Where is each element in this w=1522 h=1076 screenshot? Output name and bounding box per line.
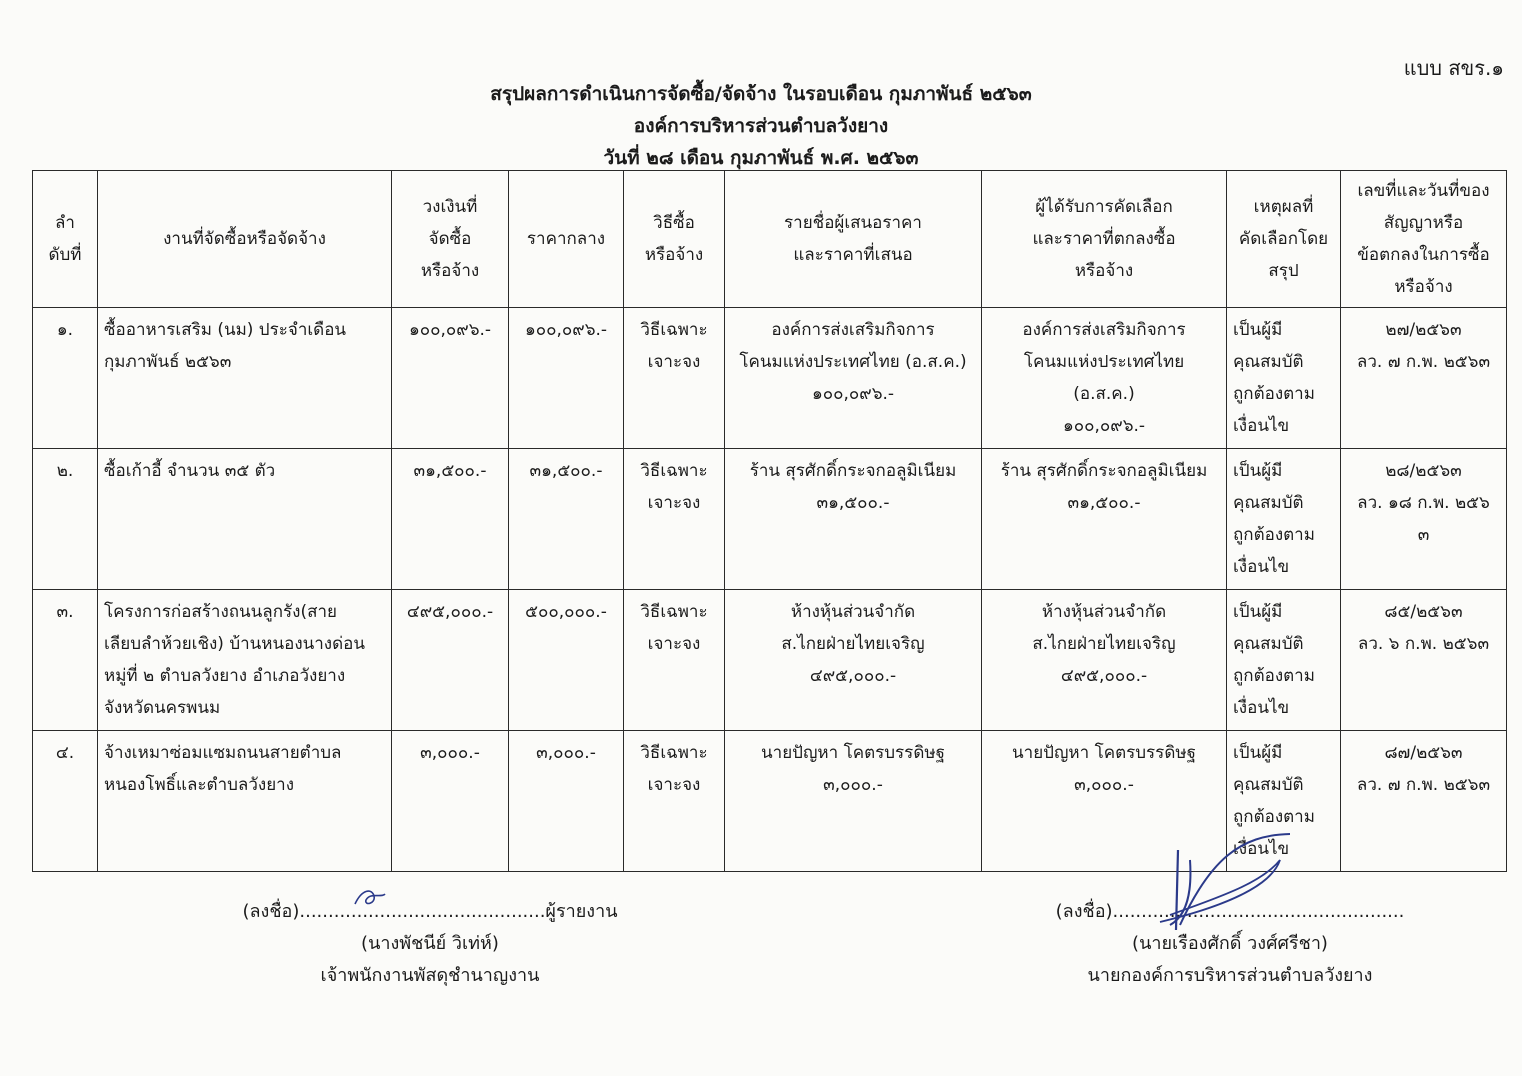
procurement-item-line: ซื้ออาหารเสริม (นม) ประจำเดือน bbox=[104, 320, 347, 340]
reporter-signature-block bbox=[180, 896, 680, 992]
bidder-list-line: ส.ไกยฝ่ายไทยเจริญ bbox=[781, 634, 925, 654]
contract-reference-line: ลว. ๑๘ ก.พ. ๒๕๖ bbox=[1357, 493, 1490, 513]
selection-reason-line: เงื่อนไข bbox=[1233, 557, 1290, 577]
bidder-list bbox=[725, 590, 982, 731]
bidder-list bbox=[725, 731, 982, 872]
table-row bbox=[33, 449, 1507, 590]
column-header-line: เหตุผลที่ bbox=[1253, 197, 1314, 217]
bidder-list-line: นายปัญหา โคตรบรรดิษฐ bbox=[761, 743, 945, 763]
bidder-list bbox=[725, 308, 982, 449]
selection-reason bbox=[1227, 449, 1341, 590]
procurement-item-line: จังหวัดนครพนม bbox=[104, 698, 221, 718]
procurement-table bbox=[32, 170, 1507, 872]
column-header bbox=[392, 171, 509, 308]
column-header-line: และราคาที่เสนอ bbox=[793, 245, 913, 265]
contract-reference-line: ลว. ๗ ก.พ. ๒๕๖๓ bbox=[1356, 775, 1491, 795]
contract-reference-line: ลว. ๖ ก.พ. ๒๕๖๓ bbox=[1357, 634, 1490, 654]
bidder-list bbox=[725, 449, 982, 590]
column-header-line: งานที่จัดซื้อหรือจัดจ้าง bbox=[163, 229, 326, 249]
column-header-line: ราคากลาง bbox=[526, 229, 606, 249]
bidder-list-line: โคนมแห่งประเทศไทย (อ.ส.ค.) bbox=[739, 352, 967, 372]
mayor-name: (นายเรืองศักดิ์ วงศ์ศรีชา) bbox=[1132, 933, 1328, 954]
bidder-list-line: ๑๐๐,๐๙๖.- bbox=[811, 384, 895, 404]
procurement-item bbox=[98, 449, 392, 590]
procurement-item-line: กุมภาพันธ์ ๒๕๖๓ bbox=[104, 352, 232, 372]
column-header-line: คัดเลือกโดย bbox=[1238, 229, 1329, 249]
selection-reason-line: เป็นผู้มี bbox=[1233, 320, 1283, 340]
row-number: ๒. bbox=[33, 449, 98, 590]
bidder-list-line: ร้าน สุรศักดิ์กระจกอลูมิเนียม bbox=[749, 461, 957, 481]
selection-reason bbox=[1227, 590, 1341, 731]
reporter-title: เจ้าพนักงานพัสดุชำนาญงาน bbox=[320, 965, 540, 986]
reporter-name: (นางพัชนีย์ วิเท่ห์) bbox=[361, 933, 499, 954]
column-header bbox=[509, 171, 624, 308]
selected-vendor-line: ๓,๐๐๐.- bbox=[1074, 775, 1134, 795]
procurement-method-line: เจาะจง bbox=[647, 775, 701, 795]
selection-reason-line: คุณสมบัติ bbox=[1233, 775, 1304, 795]
selection-reason-line: คุณสมบัติ bbox=[1233, 634, 1304, 654]
median-price: ๕๐๐,๐๐๐.- bbox=[509, 590, 624, 731]
table-row bbox=[33, 308, 1507, 449]
selection-reason-line: เป็นผู้มี bbox=[1233, 743, 1283, 763]
procurement-item-line: เลียบลำห้วยเชิง) บ้านหนองนางด่อน bbox=[104, 634, 365, 654]
contract-reference-line: ๘๕/๒๕๖๓ bbox=[1384, 602, 1463, 622]
column-header-line: และราคาที่ตกลงซื้อ bbox=[1032, 229, 1176, 249]
procurement-method bbox=[624, 308, 725, 449]
contract-reference-line: ลว. ๗ ก.พ. ๒๕๖๓ bbox=[1356, 352, 1491, 372]
row-number: ๔. bbox=[33, 731, 98, 872]
mayor-sign-line: (ลงชื่อ)................................................... bbox=[1055, 901, 1405, 922]
procurement-item bbox=[98, 308, 392, 449]
column-header-line: หรือจ้าง bbox=[1394, 277, 1453, 297]
procurement-method-line: วิธีเฉพาะ bbox=[640, 602, 708, 622]
median-price: ๓,๐๐๐.- bbox=[509, 731, 624, 872]
procurement-item bbox=[98, 590, 392, 731]
selected-vendor-line: องค์การส่งเสริมกิจการ bbox=[1022, 320, 1186, 340]
reporter-sign-line: (ลงชื่อ)...........................................ผู้รายงาน bbox=[242, 901, 618, 922]
reporter-handwritten-signature bbox=[350, 884, 390, 914]
column-header-line: เลขที่และวันที่ของ bbox=[1357, 181, 1490, 201]
form-code: แบบ สขร.๑ bbox=[1403, 56, 1504, 80]
column-header bbox=[1227, 171, 1341, 308]
mayor-title: นายกองค์การบริหารส่วนตำบลวังยาง bbox=[1087, 965, 1373, 986]
bidder-list-line: ๓,๐๐๐.- bbox=[823, 775, 883, 795]
column-header-line: วิธีซื้อ bbox=[653, 213, 695, 233]
selected-vendor-line: โคนมแห่งประเทศไทย bbox=[1023, 352, 1185, 372]
heading-line-2: องค์การบริหารส่วนตำบลวังยาง bbox=[633, 115, 889, 137]
procurement-method bbox=[624, 590, 725, 731]
procurement-method bbox=[624, 731, 725, 872]
row-number: ๑. bbox=[33, 308, 98, 449]
procurement-item bbox=[98, 731, 392, 872]
column-header bbox=[98, 171, 392, 308]
selection-reason bbox=[1227, 308, 1341, 449]
procurement-method bbox=[624, 449, 725, 590]
procurement-method-line: เจาะจง bbox=[647, 493, 701, 513]
heading-line-3: วันที่ ๒๘ เดือน กุมภาพันธ์ พ.ศ. ๒๕๖๓ bbox=[603, 147, 919, 169]
table-row bbox=[33, 590, 1507, 731]
row-number: ๓. bbox=[33, 590, 98, 731]
budget-amount: ๔๙๕,๐๐๐.- bbox=[392, 590, 509, 731]
procurement-method-line: วิธีเฉพาะ bbox=[640, 743, 708, 763]
column-header-line: ข้อตกลงในการซื้อ bbox=[1357, 245, 1490, 265]
bidder-list-line: ห้างหุ้นส่วนจำกัด bbox=[790, 602, 916, 622]
column-header bbox=[624, 171, 725, 308]
selection-reason-line: ถูกต้องตาม bbox=[1233, 666, 1315, 686]
selection-reason-line: เงื่อนไข bbox=[1233, 416, 1290, 436]
heading-line-1: สรุปผลการดำเนินการจัดซื้อ/จัดจ้าง ในรอบเดือน กุมภาพันธ์ ๒๕๖๓ bbox=[490, 83, 1032, 105]
column-header-line: หรือจ้าง bbox=[1074, 261, 1134, 281]
procurement-method-line: เจาะจง bbox=[647, 634, 701, 654]
selection-reason-line: เงื่อนไข bbox=[1233, 839, 1290, 859]
selection-reason-line: คุณสมบัติ bbox=[1233, 493, 1304, 513]
selected-vendor bbox=[982, 449, 1227, 590]
procurement-item-line: หนองโพธิ์และตำบลวังยาง bbox=[104, 775, 295, 795]
column-header-line: ผู้ได้รับการคัดเลือก bbox=[1035, 197, 1173, 217]
procurement-method-line: วิธีเฉพาะ bbox=[640, 461, 708, 481]
procurement-item-line: หมู่ที่ ๒ ตำบลวังยาง อำเภอวังยาง bbox=[104, 666, 346, 686]
selection-reason-line: เงื่อนไข bbox=[1233, 698, 1290, 718]
procurement-item-line: ซื้อเก้าอี้ จำนวน ๓๕ ตัว bbox=[104, 461, 276, 481]
column-header bbox=[725, 171, 982, 308]
contract-reference-line: ๓ bbox=[1417, 525, 1430, 545]
selection-reason-line: คุณสมบัติ bbox=[1233, 352, 1304, 372]
selected-vendor bbox=[982, 590, 1227, 731]
procurement-item-line: โครงการก่อสร้างถนนลูกรัง(สาย bbox=[104, 602, 337, 622]
contract-reference-line: ๒๗/๒๕๖๓ bbox=[1385, 320, 1462, 340]
column-header bbox=[982, 171, 1227, 308]
selected-vendor-line: ส.ไกยฝ่ายไทยเจริญ bbox=[1032, 634, 1176, 654]
selected-vendor-line: ห้างหุ้นส่วนจำกัด bbox=[1041, 602, 1167, 622]
selection-reason-line: ถูกต้องตาม bbox=[1233, 525, 1315, 545]
mayor-handwritten-signature bbox=[1150, 830, 1310, 940]
median-price: ๑๐๐,๐๙๖.- bbox=[509, 308, 624, 449]
contract-reference bbox=[1341, 590, 1507, 731]
contract-reference bbox=[1341, 449, 1507, 590]
column-header-line: หรือจ้าง bbox=[644, 245, 704, 265]
bidder-list-line: ๔๙๕,๐๐๐.- bbox=[809, 666, 897, 686]
selected-vendor bbox=[982, 308, 1227, 449]
bidder-list-line: องค์การส่งเสริมกิจการ bbox=[771, 320, 935, 340]
column-header-line: รายชื่อผู้เสนอราคา bbox=[784, 213, 922, 233]
column-header-line: ลำ bbox=[55, 213, 75, 233]
procurement-method-line: วิธีเฉพาะ bbox=[640, 320, 708, 340]
contract-reference bbox=[1341, 308, 1507, 449]
column-header-line: สัญญาหรือ bbox=[1383, 213, 1464, 233]
procurement-method-line: เจาะจง bbox=[647, 352, 701, 372]
column-header-line: วงเงินที่ bbox=[422, 197, 478, 217]
column-header-line: จัดซื้อ bbox=[428, 229, 472, 249]
procurement-item-line: จ้างเหมาซ่อมแซมถนนสายตำบล bbox=[104, 743, 342, 763]
selection-reason-line: ถูกต้องตาม bbox=[1233, 807, 1315, 827]
budget-amount: ๑๐๐,๐๙๖.- bbox=[392, 308, 509, 449]
column-header bbox=[33, 171, 98, 308]
column-header-line: สรุป bbox=[1268, 261, 1299, 281]
selected-vendor-line: ๔๙๕,๐๐๐.- bbox=[1060, 666, 1148, 686]
budget-amount: ๓,๐๐๐.- bbox=[392, 731, 509, 872]
contract-reference-line: ๘๗/๒๕๖๓ bbox=[1384, 743, 1463, 763]
selection-reason-line: ถูกต้องตาม bbox=[1233, 384, 1315, 404]
median-price: ๓๑,๕๐๐.- bbox=[509, 449, 624, 590]
selected-vendor-line: นายปัญหา โคตรบรรดิษฐ bbox=[1012, 743, 1196, 763]
column-header-line: หรือจ้าง bbox=[420, 261, 480, 281]
selected-vendor-line: (อ.ส.ค.) bbox=[1073, 384, 1135, 404]
selected-vendor-line: ๑๐๐,๐๙๖.- bbox=[1062, 416, 1146, 436]
contract-reference bbox=[1341, 731, 1507, 872]
budget-amount: ๓๑,๕๐๐.- bbox=[392, 449, 509, 590]
table-header-row bbox=[33, 171, 1507, 308]
selection-reason-line: เป็นผู้มี bbox=[1233, 461, 1283, 481]
contract-reference-line: ๒๘/๒๕๖๓ bbox=[1385, 461, 1462, 481]
column-header bbox=[1341, 171, 1507, 308]
document-heading bbox=[0, 78, 1522, 174]
column-header-line: ดับที่ bbox=[48, 245, 82, 265]
selected-vendor-line: ๓๑,๕๐๐.- bbox=[1067, 493, 1141, 513]
selection-reason-line: เป็นผู้มี bbox=[1233, 602, 1283, 622]
selected-vendor-line: ร้าน สุรศักดิ์กระจกอลูมิเนียม bbox=[1000, 461, 1208, 481]
bidder-list-line: ๓๑,๕๐๐.- bbox=[816, 493, 890, 513]
